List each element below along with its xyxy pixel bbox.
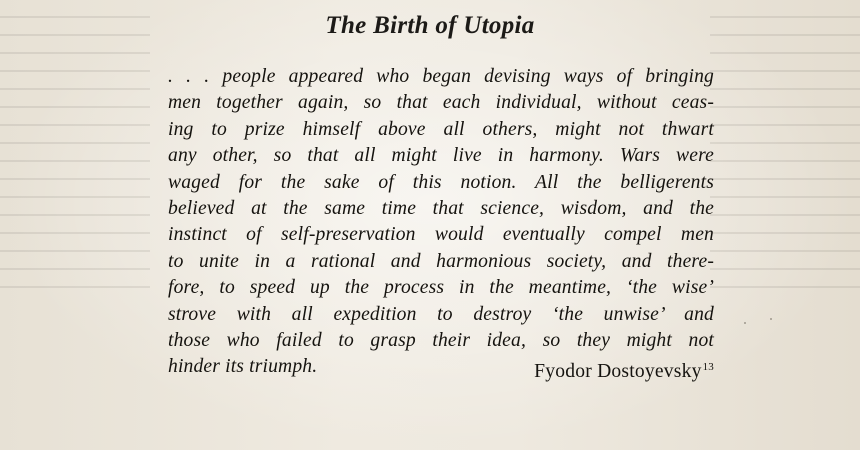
quote-line: to unite in a rational and harmonious society, and there- [168,250,714,272]
chapter-title: The Birth of Utopia [325,12,535,39]
quote-line-final [168,354,714,383]
paper-speck [770,318,772,320]
quote-line: ing to prize himself above all others, might not thwart [168,118,714,140]
quote-line: fore, to speed up the process in the meantime, ‘the wise’ [168,277,714,299]
quote-line: . . . people appeared who began devising ways of bringing [168,66,714,87]
footnote-marker: 13 [702,361,714,374]
bleed-through-left [0,0,150,450]
epigraph-quote [168,64,714,381]
author-name: Fyodor Dostoyevsky [534,361,702,383]
quote-line: any other, so that all might live in harmony. Wars were [168,145,714,167]
quote-line: those who failed to grasp their idea, so they might not [168,329,714,351]
quote-line: strove with all expedition to destroy ‘the unwise’ and [168,303,714,325]
quote-line: instinct of self-preservation would eventually compel men [168,224,714,246]
quote-line-text: hinder its triumph. [168,356,318,378]
quote-line: waged for the sake of this notion. All the belligerents [168,171,714,193]
bleed-through-right [710,0,860,450]
attribution [534,354,714,385]
quote-line: men together again, so that each individual, without ceas- [168,92,714,114]
quote-line: believed at the same time that science, wisdom, and the [168,197,714,219]
paper-speck [744,322,746,324]
